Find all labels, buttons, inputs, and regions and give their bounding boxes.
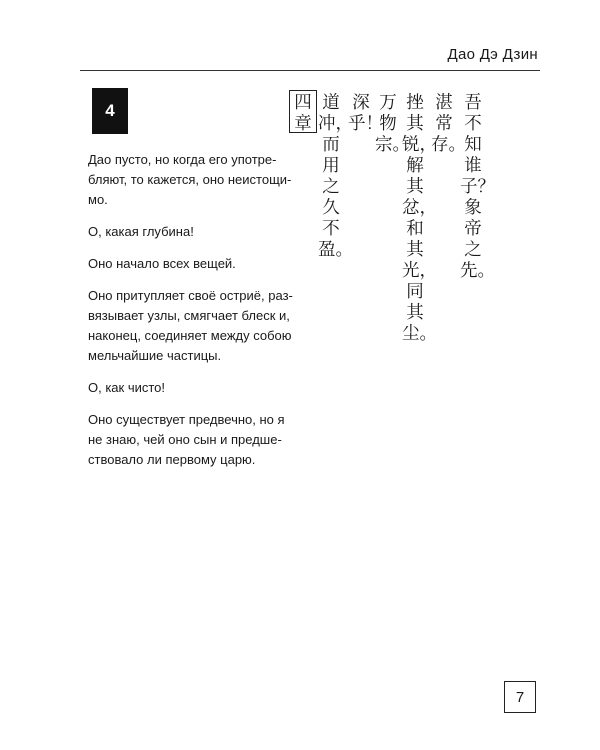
chinese-chapter-label: 四章 [294, 93, 312, 134]
header-rule [80, 70, 540, 71]
paragraph: Оно начало всех вещей. [88, 256, 236, 271]
paragraph: Оно притупляет своё остриё, развязывает узлы, смягчает блеск и, наконец, соединяет между собою мельчайшие частицы. [88, 288, 293, 363]
chinese-column: 道冲，而用之久不盈。 [318, 93, 353, 260]
paragraph: Дао пусто, но когда его употребляют, то кажется, оно неистощимо. [88, 152, 292, 207]
chapter-number-badge: 4 [92, 88, 128, 134]
chinese-column: 深乎！ [348, 93, 383, 134]
russian-text-column [88, 150, 298, 482]
chinese-column: 万物宗。 [375, 93, 410, 155]
page-number: 7 [504, 681, 536, 713]
paragraph: О, какая глубина! [88, 224, 194, 239]
chinese-column: 吾不知谁子？象帝之先。 [460, 93, 495, 281]
paragraph: Оно существует предвечно, но я не знаю, чей оно сын и предшествовало ли первому царю. [88, 412, 285, 467]
chinese-column: 湛常存。 [431, 93, 466, 155]
chinese-column: 挫其锐，解其忿，和其光，同其尘。 [402, 93, 437, 344]
paragraph: О, как чисто! [88, 380, 166, 395]
running-header-title: Дао Дэ Дзин [447, 46, 538, 63]
